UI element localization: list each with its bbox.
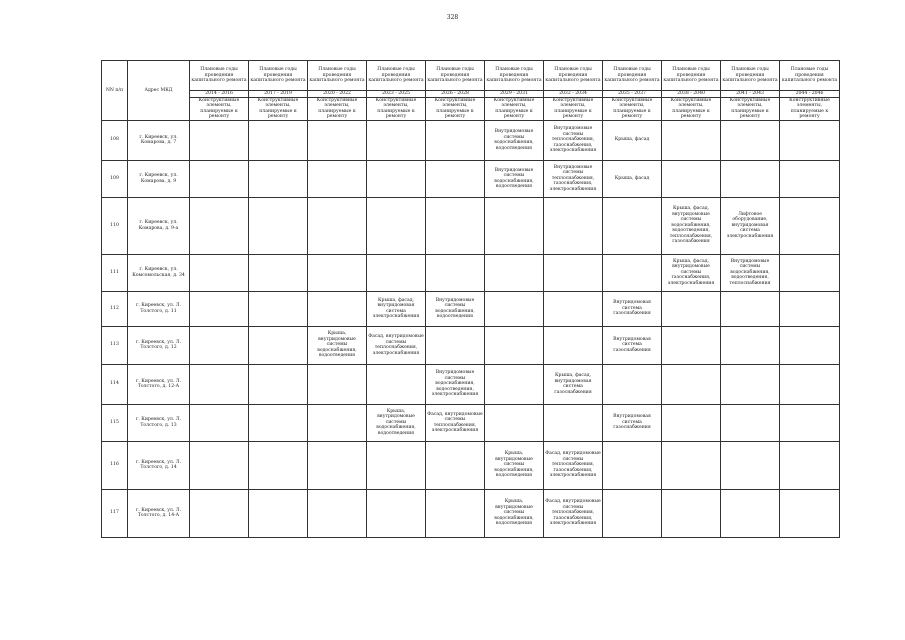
period-elements-header: Конструктивные элементы, планируемые к ремонту <box>190 97 249 120</box>
repair-elements-cell <box>190 326 249 364</box>
repair-elements-cell <box>603 441 662 489</box>
repair-elements-cell <box>190 404 249 441</box>
repair-elements-cell <box>485 326 544 364</box>
period-title-header: Плановые годы проведения капитального ремонта <box>485 61 544 91</box>
row-address: г. Киреевск, ул. Л. Толстого, д. 12 <box>128 326 190 364</box>
repair-elements-cell <box>544 326 603 364</box>
repair-elements-cell: Крыша, фасад, внутридомовая система электроснабжения <box>367 291 426 326</box>
repair-elements-cell: Крыша, внутридомовые системы водоснабжения, водоотведения <box>485 489 544 537</box>
repair-elements-cell: Крыша, фасад, внутридомовая система газоснабжения <box>544 364 603 404</box>
period-years-header: 2017 - 2019 <box>249 91 308 98</box>
repair-elements-cell <box>190 197 249 254</box>
period-years-header: 2029 - 2031 <box>485 91 544 98</box>
period-title-header: Плановые годы проведения капитального ремонта <box>308 61 367 91</box>
row-number: 113 <box>102 326 128 364</box>
repair-elements-cell: Крыша, фасад, внутридомовые системы газоснабжения, электроснабжения <box>662 254 721 291</box>
repair-elements-cell <box>603 254 662 291</box>
repair-elements-cell <box>367 441 426 489</box>
table-body <box>102 120 840 537</box>
repair-elements-cell: Крыша, фасад, внутридомовые системы водоснабжения, водоотведения, теплоснабжения, газоснабжения <box>662 197 721 254</box>
repair-elements-cell <box>308 254 367 291</box>
repair-elements-cell <box>308 291 367 326</box>
table-row <box>102 326 840 364</box>
row-address: г. Киреевск, ул. Комарова, д. 9 <box>128 160 190 197</box>
repair-elements-cell <box>249 404 308 441</box>
period-years-header: 2026 - 2028 <box>426 91 485 98</box>
repair-elements-cell <box>426 197 485 254</box>
repair-elements-cell <box>249 120 308 160</box>
period-elements-header: Конструктивные элементы, планируемые к ремонту <box>485 97 544 120</box>
row-number: 117 <box>102 489 128 537</box>
period-years-header: 2038 - 2040 <box>662 91 721 98</box>
repair-elements-cell <box>485 197 544 254</box>
period-title-header: Плановые годы проведения капитального ремонта <box>190 61 249 91</box>
repair-elements-cell <box>308 441 367 489</box>
repair-elements-cell <box>721 441 780 489</box>
period-years-header: 2041 - 2043 <box>721 91 780 98</box>
repair-elements-cell <box>367 160 426 197</box>
table-header <box>102 61 840 121</box>
row-number: 110 <box>102 197 128 254</box>
table-row <box>102 254 840 291</box>
repair-elements-cell <box>426 489 485 537</box>
period-title-header: Плановые годы проведения капитального ремонта <box>426 61 485 91</box>
period-title-header: Плановые годы проведения капитального ремонта <box>249 61 308 91</box>
repair-elements-cell: Внутридомовые системы водоснабжения, водоотведения <box>485 120 544 160</box>
row-number: 109 <box>102 160 128 197</box>
repair-elements-cell <box>367 197 426 254</box>
repair-elements-cell: Внутридомовая система газоснабжения <box>603 404 662 441</box>
repair-elements-cell: Внутридомовые системы водоснабжения, водоотведения <box>485 160 544 197</box>
repair-elements-cell <box>190 120 249 160</box>
repair-elements-cell <box>544 197 603 254</box>
period-years-header: 2035 - 2037 <box>603 91 662 98</box>
repair-elements-cell <box>721 364 780 404</box>
period-elements-header: Конструктивные элементы, планируемые к ремонту <box>662 97 721 120</box>
repair-elements-cell <box>780 404 840 441</box>
repair-elements-cell: Крыша, фасад <box>603 120 662 160</box>
repair-elements-cell <box>190 364 249 404</box>
row-number: 111 <box>102 254 128 291</box>
period-title-header: Плановые годы проведения капитального ремонта <box>662 61 721 91</box>
period-elements-header: Конструктивные элементы, планируемые к ремонту <box>308 97 367 120</box>
table-row <box>102 441 840 489</box>
period-title-header: Плановые годы проведения капитального ремонта <box>603 61 662 91</box>
table-row <box>102 404 840 441</box>
repair-elements-cell <box>662 160 721 197</box>
row-address: г. Киреевск, ул. Л. Толстого, д. 14-А <box>128 489 190 537</box>
repair-elements-cell <box>426 254 485 291</box>
repair-elements-cell <box>780 254 840 291</box>
row-address: г. Киреевск, ул. Комарова, д. 7 <box>128 120 190 160</box>
period-years-header: 2023 - 2025 <box>367 91 426 98</box>
repair-elements-cell: Внутридомовая система газоснабжения <box>603 291 662 326</box>
repair-elements-cell <box>249 254 308 291</box>
repair-elements-cell <box>780 364 840 404</box>
table-row <box>102 489 840 537</box>
repair-elements-cell <box>426 120 485 160</box>
repair-elements-cell <box>308 120 367 160</box>
row-number: 112 <box>102 291 128 326</box>
repair-elements-cell: Фасад, внутридомовые системы теплоснабжения, газоснабжения, электроснабжения <box>544 441 603 489</box>
repair-elements-cell: Крыша, внутридомовые системы водоснабжения, водоотведения <box>485 441 544 489</box>
repair-elements-cell <box>544 254 603 291</box>
table-row <box>102 197 840 254</box>
period-title-header: Плановые годы проведения капитального ремонта <box>721 61 780 91</box>
repair-elements-cell <box>308 404 367 441</box>
repair-elements-cell <box>662 326 721 364</box>
repair-elements-cell <box>190 160 249 197</box>
repair-elements-cell <box>721 160 780 197</box>
repair-elements-cell <box>308 364 367 404</box>
nn-header: NN п/п <box>102 61 128 121</box>
repair-elements-cell: Лифтовое оборудование, внутридомовая система электроснабжения <box>721 197 780 254</box>
repair-elements-cell <box>249 326 308 364</box>
repair-elements-cell <box>780 291 840 326</box>
repair-elements-cell <box>308 160 367 197</box>
repair-elements-cell: Внутридомовые системы теплоснабжения, газоснабжения, электроснабжения <box>544 160 603 197</box>
repair-elements-cell <box>190 291 249 326</box>
repair-elements-cell <box>662 120 721 160</box>
address-header: Адрес МКД <box>128 61 190 121</box>
repair-elements-cell <box>780 441 840 489</box>
repair-elements-cell <box>603 489 662 537</box>
repair-elements-cell <box>367 364 426 404</box>
repair-elements-cell <box>485 254 544 291</box>
row-address: г. Киреевск, ул. Комарова, д. 9-а <box>128 197 190 254</box>
repair-elements-cell: Внутридомовые системы теплоснабжения, газоснабжения, электроснабжения <box>544 120 603 160</box>
repair-elements-cell <box>249 441 308 489</box>
repair-elements-cell <box>308 489 367 537</box>
repair-plan-table <box>101 60 840 538</box>
repair-elements-cell: Внутридомовые системы водоснабжения, водоотведения, электроснабжения <box>426 364 485 404</box>
table-row <box>102 120 840 160</box>
repair-elements-cell <box>780 326 840 364</box>
repair-elements-cell: Крыша, фасад <box>603 160 662 197</box>
repair-elements-cell: Фасад, внутридомовые системы теплоснабжения, электроснабжения <box>367 326 426 364</box>
repair-elements-cell <box>249 160 308 197</box>
row-address: г. Киреевск, ул. Л. Толстого, д. 11 <box>128 291 190 326</box>
row-address: г. Киреевск, ул. Комсомольская, д. 34 <box>128 254 190 291</box>
period-elements-header: Конструктивные элементы, планируемые к ремонту <box>249 97 308 120</box>
repair-elements-cell <box>426 326 485 364</box>
repair-elements-cell <box>603 364 662 404</box>
repair-elements-cell: Фасад, внутридомовые системы теплоснабжения, газоснабжения, электроснабжения <box>544 489 603 537</box>
page-number: 328 <box>446 14 459 21</box>
table-row <box>102 364 840 404</box>
repair-elements-cell <box>308 197 367 254</box>
period-title-header: Плановые годы проведения капитального ремонта <box>780 61 840 91</box>
repair-elements-cell <box>662 404 721 441</box>
period-elements-header: Конструктивные элементы, планируемые к ремонту <box>367 97 426 120</box>
repair-elements-cell: Внутридомовые системы водоснабжения, водоотведения, теплоснабжения <box>721 254 780 291</box>
repair-elements-cell <box>544 291 603 326</box>
repair-elements-cell <box>780 489 840 537</box>
repair-elements-cell <box>544 404 603 441</box>
repair-elements-cell: Внутридомовые системы водоснабжения, водоотведения <box>426 291 485 326</box>
period-years-header: 2020 - 2022 <box>308 91 367 98</box>
repair-elements-cell <box>721 326 780 364</box>
period-years-header: 2032 - 2034 <box>544 91 603 98</box>
row-number: 116 <box>102 441 128 489</box>
period-years-header: 2014 - 2016 <box>190 91 249 98</box>
repair-elements-cell <box>190 254 249 291</box>
row-number: 108 <box>102 120 128 160</box>
repair-elements-cell <box>780 197 840 254</box>
repair-elements-cell <box>367 120 426 160</box>
table-row <box>102 160 840 197</box>
period-years-header: 2044 - 2046 <box>780 91 840 98</box>
repair-elements-cell <box>426 160 485 197</box>
repair-elements-cell <box>721 489 780 537</box>
repair-elements-cell: Крыша, внутридомовые системы водоснабжения, водоотведения <box>308 326 367 364</box>
repair-elements-cell <box>721 120 780 160</box>
repair-elements-cell <box>603 197 662 254</box>
repair-elements-cell <box>249 291 308 326</box>
repair-elements-cell <box>485 364 544 404</box>
repair-elements-cell <box>426 441 485 489</box>
repair-elements-cell: Внутридомовая система газоснабжения <box>603 326 662 364</box>
repair-elements-cell <box>662 291 721 326</box>
repair-elements-cell <box>367 254 426 291</box>
repair-elements-cell <box>662 364 721 404</box>
repair-elements-cell <box>780 120 840 160</box>
repair-elements-cell <box>485 404 544 441</box>
row-address: г. Киреевск, ул. Л. Толстого, д. 13 <box>128 404 190 441</box>
repair-elements-cell <box>190 441 249 489</box>
row-number: 114 <box>102 364 128 404</box>
repair-elements-cell <box>721 404 780 441</box>
repair-elements-cell <box>249 489 308 537</box>
repair-elements-cell: Фасад, внутридомовые системы теплоснабжения, электроснабжения <box>426 404 485 441</box>
period-elements-header: Конструктивные элементы, планируемые к ремонту <box>426 97 485 120</box>
period-elements-header: Конструктивные элементы, планируемые к ремонту <box>603 97 662 120</box>
repair-elements-cell <box>190 489 249 537</box>
repair-elements-cell: Крыша, внутридомовые системы водоснабжения, водоотведения <box>367 404 426 441</box>
period-elements-header: Конструктивные элементы, планируемые к ремонту <box>721 97 780 120</box>
repair-elements-cell <box>249 197 308 254</box>
repair-elements-cell <box>662 489 721 537</box>
table-row <box>102 291 840 326</box>
period-title-header: Плановые годы проведения капитального ремонта <box>544 61 603 91</box>
period-elements-header: Конструктивные элементы, планируемые к ремонту <box>544 97 603 120</box>
repair-elements-cell <box>249 364 308 404</box>
row-address: г. Киреевск, ул. Л. Толстого, д. 14 <box>128 441 190 489</box>
period-elements-header: Конструктивные элементы, планируемые к ремонту <box>780 97 840 120</box>
row-address: г. Киреевск, ул. Л. Толстого, д. 12-А <box>128 364 190 404</box>
repair-elements-cell <box>662 441 721 489</box>
repair-elements-cell <box>485 291 544 326</box>
repair-elements-cell <box>367 489 426 537</box>
row-number: 115 <box>102 404 128 441</box>
period-title-header: Плановые годы проведения капитального ремонта <box>367 61 426 91</box>
repair-elements-cell <box>780 160 840 197</box>
repair-elements-cell <box>721 291 780 326</box>
